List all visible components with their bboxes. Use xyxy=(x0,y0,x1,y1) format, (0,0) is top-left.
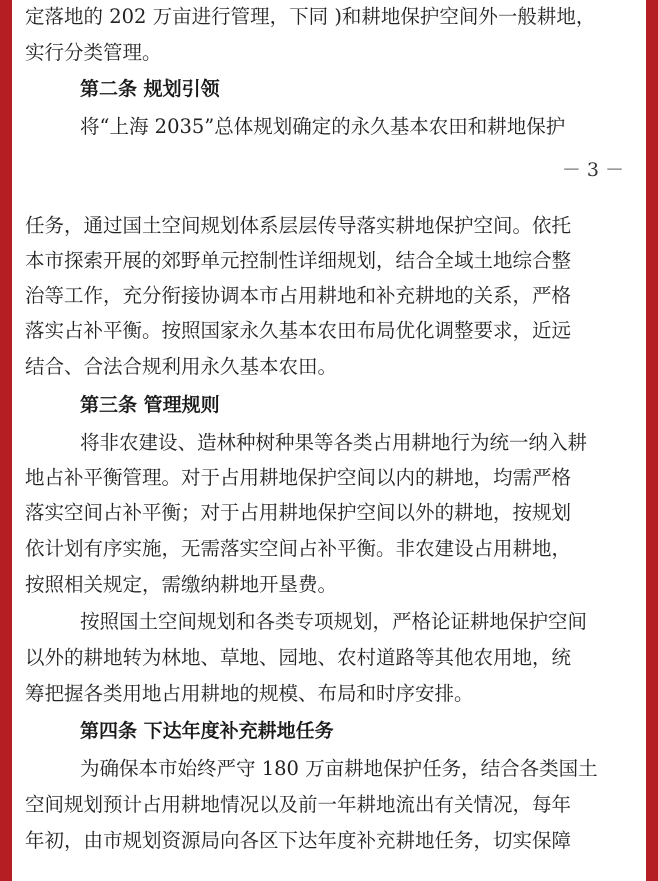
text-line: 落实占补平衡。按照国家永久基本农田布局优化调整要求，近远 xyxy=(25,319,572,342)
text-line: 年初，由市规划资源局向各区下达年度补充耕地任务，切实保障 xyxy=(25,829,572,852)
page-number: － 3 － xyxy=(561,159,624,181)
text-line: 按照相关规定，需缴纳耕地开垦费。 xyxy=(25,573,338,596)
text-line: 治等工作，充分衔接协调本市占用耕地和补充耕地的关系，严格 xyxy=(25,284,572,307)
article-heading: 第四条 下达年度补充耕地任务 xyxy=(80,720,334,742)
text-line: 本市探索开展的郊野单元控制性详细规划，结合全域土地综合整 xyxy=(25,249,572,272)
text-line: 筹把握各类用地占用耕地的规模、布局和时序安排。 xyxy=(25,682,474,705)
article-heading: 第三条 管理规则 xyxy=(80,394,220,416)
text-line: 为确保本市始终严守 180 万亩耕地保护任务，结合各类国土 xyxy=(80,757,598,780)
text-line: 将“上海 2035”总体规划确定的永久基本农田和耕地保护 xyxy=(80,115,566,138)
text-line: 依计划有序实施，无需落实空间占补平衡。非农建设占用耕地， xyxy=(25,537,572,560)
text-line: 空间规划预计占用耕地情况以及前一年耕地流出有关情况，每年 xyxy=(25,793,572,816)
text-line: 地占补平衡管理。对于占用耕地保护空间以内的耕地，均需严格 xyxy=(25,466,572,489)
text-line: 任务，通过国土空间规划体系层层传导落实耕地保护空间。依托 xyxy=(25,214,572,237)
text-line: 以外的耕地转为林地、草地、园地、农村道路等其他农用地，统 xyxy=(25,646,572,669)
page-break xyxy=(12,193,646,194)
article-heading: 第二条 规划引领 xyxy=(80,78,220,100)
text-line: 实行分类管理。 xyxy=(25,41,162,64)
text-line: 定落地的 202 万亩进行管理，下同 )和耕地保护空间外一般耕地， xyxy=(25,5,596,28)
text-line: 结合、合法合规利用永久基本农田。 xyxy=(25,355,338,378)
document-page xyxy=(12,0,646,881)
text-line: 落实空间占补平衡；对于占用耕地保护空间以外的耕地，按规划 xyxy=(25,501,572,524)
text-line: 将非农建设、造林种树种果等各类占用耕地行为统一纳入耕 xyxy=(80,431,588,454)
text-line: 按照国土空间规划和各类专项规划，严格论证耕地保护空间 xyxy=(80,610,588,633)
